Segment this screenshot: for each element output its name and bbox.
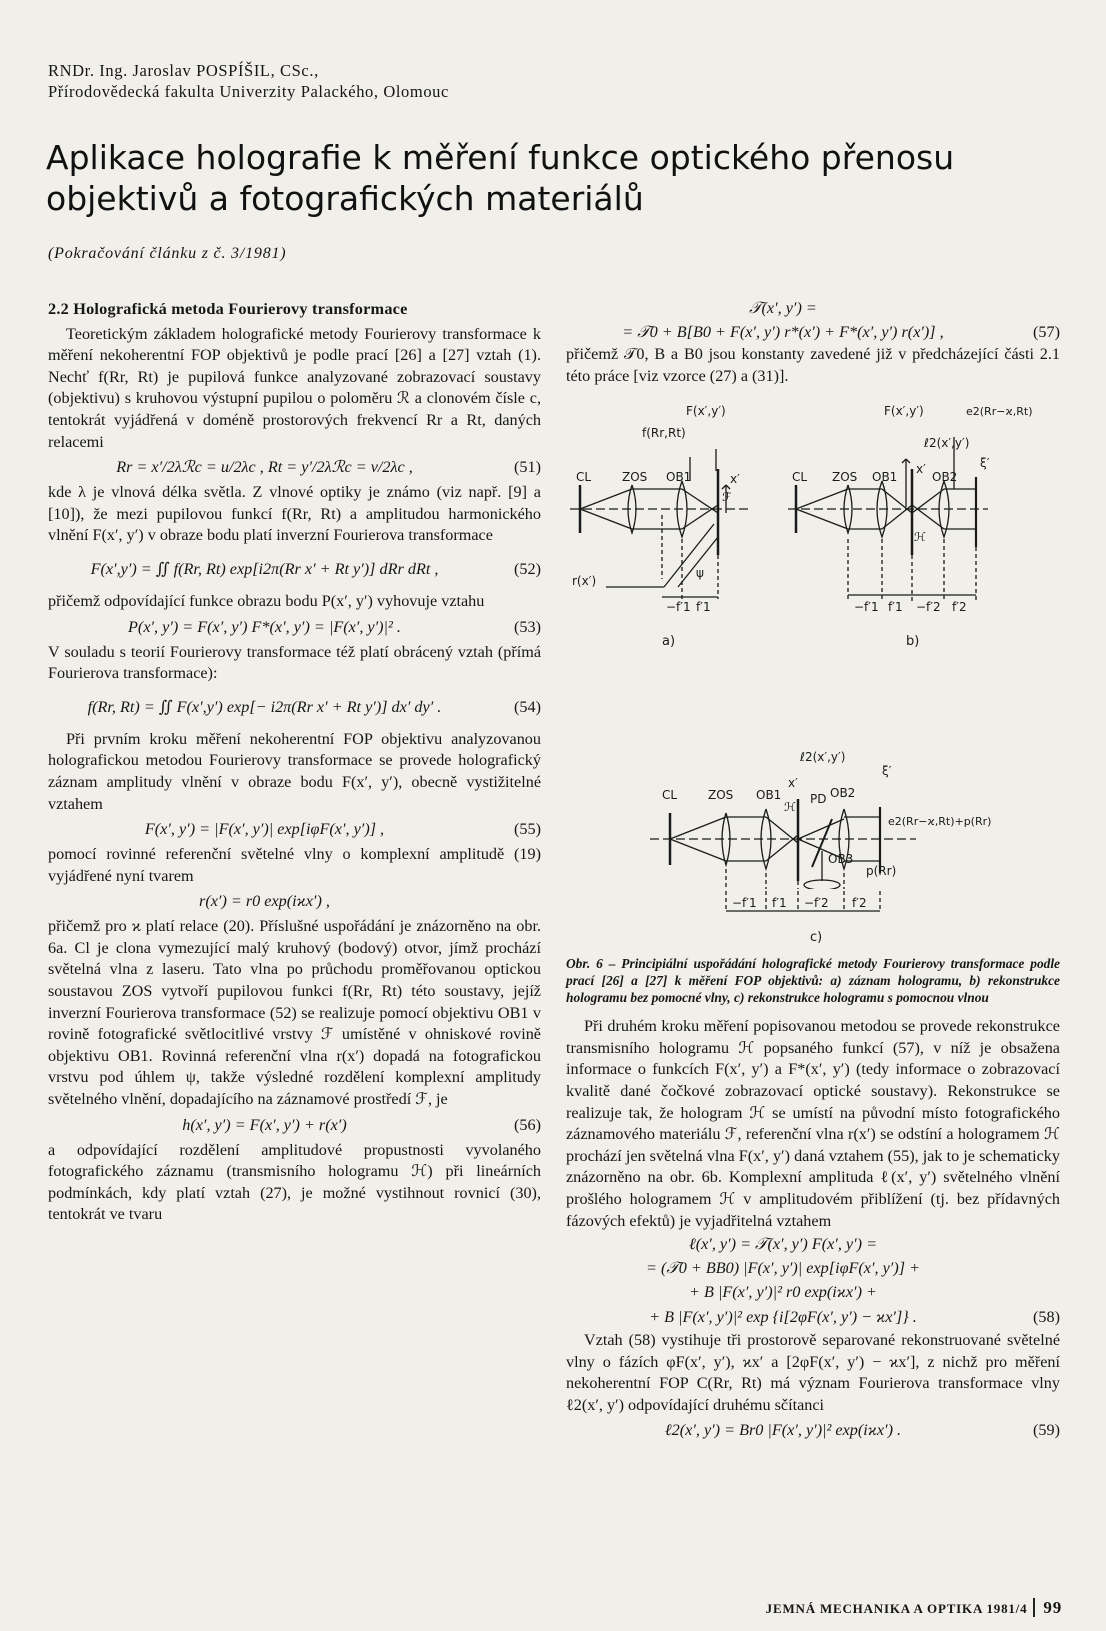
author-block xyxy=(48,60,449,102)
fig-label-FF: ℱ xyxy=(722,490,732,505)
fig-label-x: x′ xyxy=(916,462,926,477)
section-heading: 2.2 Holografická metoda Fourierovy transformace xyxy=(48,299,408,318)
equation-52: F(x′,y′) = ∬ f(Rr, Rt) exp[i2π(Rr x′ + Rt y′)] dRr dRt , (52) xyxy=(90,559,541,578)
paragraph: Teoretickým základem holografické metody Fourierovy transformace k měření nekoherentní FOP objektivů je podle prací [26] a [27] vztah (1). Nechť f(Rr, Rt) je pupilová funkce analyzované zobrazovací soustavy (objektivu) s kruhovou výstupní pupilou o poloměru ℛ a clonovém čísle c, tentokrát vyjádřená v doméně prostorových frekvencí Rr a Rt, daných relacemi xyxy=(48,324,541,451)
author-name: RNDr. Ing. Jaroslav POSPÍŠIL, CSc., xyxy=(48,61,319,80)
author-affiliation: Přírodovědecká fakulta Univerzity Palackého, Olomouc xyxy=(48,82,449,101)
equation-59: ℓ2(x′, y′) = Br0 |F(x′, y′)|² exp(iϰx′) . (59) xyxy=(664,1420,1060,1439)
fig-label-l2: ℓ2(x′,y′) xyxy=(800,750,846,765)
fig-label-minus-f2: −f′2 xyxy=(916,600,941,615)
fig-label-x: x′ xyxy=(730,472,740,487)
fig-label-r: r(x′) xyxy=(572,574,597,589)
equation-57-head: 𝒯(x′, y′) = xyxy=(749,299,817,317)
fig-label-PD: PD xyxy=(810,792,827,807)
continuation-note: (Pokračování článku z č. 3/1981) xyxy=(48,245,287,262)
fig-label-H: ℋ xyxy=(784,800,796,815)
fig-label-p: p(Rr) xyxy=(866,864,897,879)
fig-label-f2: f′2 xyxy=(852,896,867,911)
fig-label-OB2: OB2 xyxy=(932,470,958,485)
fig-label-OB2: OB2 xyxy=(830,786,856,801)
fig-label-OB1: OB1 xyxy=(666,470,692,485)
fig-label-f: f(Rr,Rt) xyxy=(642,426,686,441)
equation-51: Rr = x′/2λℛc = u/2λc , Rt = y′/2λℛc = v/2λc , (51) xyxy=(116,458,541,477)
subfigure-b: b) xyxy=(906,634,920,650)
fig-label-xi: ξ′ xyxy=(882,764,892,779)
fig-label-F: F(x′,y′) xyxy=(686,404,726,419)
panel-b-diagram xyxy=(788,437,988,601)
page-number: 99 xyxy=(1033,1598,1062,1617)
subfigure-c: c) xyxy=(810,930,823,946)
page-footer xyxy=(766,1598,1062,1618)
fig-label-minus-f1: −f′1 xyxy=(854,600,879,615)
paragraph: Při druhém kroku měření popisovanou metodou se provede rekonstrukce transmisního hologramu ℋ popsaného funkcí (57), v níž je obsažena informace o funkcích F(x′, y′) a F*(x′, y′) (tedy informace o zobrazovací kvalitě dané čočkové zobrazovací optické soustavy). Rekonstrukce se realizuje tak, že hologram ℋ se umístí na původní místo fotografického záznamového materiálu ℱ, referenční vlna r(x′) se odstíní a hologramem ℋ prochází jen světelná vlna F(x′, y′) daná vztahem (55), jak to je schematicky znázorněno na obr. 6b. Komplexní amplituda ℓ(x′, y′) světelného vlnění prošlého hologramem ℋ v amplitudovém přiblížení (tj. bez přídavných fázových efektů) je vyjadřitelná vztahem xyxy=(566,1017,1060,1230)
fig-label-OB1: OB1 xyxy=(756,788,782,803)
fig-label-CL: CL xyxy=(576,470,592,485)
fig-label-xi: ξ′ xyxy=(980,456,990,471)
article-title: Aplikace holografie k měření funkce optického přenosu objektivů a fotografických materiálů xyxy=(46,138,955,218)
paragraph: pomocí rovinné referenční světelné vlny o komplexní amplitudě (19) vyjádřené nyní tvarem xyxy=(48,845,541,885)
equation-56: h(x′, y′) = F(x′, y′) + r(x′) (56) xyxy=(182,1115,541,1134)
fig-label-OB1: OB1 xyxy=(872,470,898,485)
panel-c-footer xyxy=(566,891,1060,953)
fig-label-f2: f′2 xyxy=(952,600,967,615)
paragraph: Při prvním kroku měření nekoherentní FOP objektivu analyzovanou holografickou metodou Fourierovy transformace se provede holografický záznam amplitudy vlnění v obraze bodu F(x′, y′), obecně vystižitelné vztahem xyxy=(48,729,541,813)
fig-label-ZOS: ZOS xyxy=(708,788,734,803)
fig-label-F: F(x′,y′) xyxy=(884,404,924,419)
fig-label-l2: ℓ2(x′,y′) xyxy=(924,436,970,451)
fig-label-x: x′ xyxy=(788,776,798,791)
paragraph: přičemž 𝒯0, B a B0 jsou konstanty zavedené již v předcházející části 2.1 této práce [viz vzorce (27) a (31)]. xyxy=(566,345,1060,385)
fig-label-psi: ψ xyxy=(696,566,704,581)
fig-label-minus-f2: −f′2 xyxy=(804,896,829,911)
fig-label-ZOS: ZOS xyxy=(622,470,648,485)
journal-name: JEMNÁ MECHANIKA A OPTIKA 1981/4 xyxy=(765,1601,1028,1616)
fig-label-f1: f′1 xyxy=(772,896,787,911)
paragraph: přičemž pro ϰ platí relace (20). Příslušné uspořádání je znázorněno na obr. 6a. Cl je clona vymezující malý kruhový (bodový) otvor, jímž prochází světelná vlna z laseru. Tato vlna po průchodu proměřovanou optickou soustavou ZOS vytvoří pupilovou funkci f(Rr, Rt) této soustavy, jejíž inverzní Fourierova transformace (52) se realizuje pomocí objektivu OB1 v rovině fotografické světlocitlivé vrstvy ℱ umístěné v ohniskové rovině objektivu OB1. Rovinná referenční vlna r(x′) dopadá na fotografickou vrstvu pod úhlem ψ, takže výsledné rozdělení komplexní amplitudy světelného vlnění, dopadajícího na záznamové prostředí ℱ, je xyxy=(48,917,541,1109)
paragraph: V souladu s teorií Fourierovy transformace též platí obrácený vztah (přímá Fourierova transformace): xyxy=(48,642,541,683)
fig-label-H: ℋ xyxy=(914,530,926,545)
left-column xyxy=(48,298,541,1226)
equation-55: F(x′, y′) = |F(x′, y′)| exp[iφF(x′, y′)] , (55) xyxy=(144,820,541,839)
equation-58a: ℓ(x′, y′) = 𝒯(x′, y′) F(x′, y′) = xyxy=(688,1235,878,1254)
subfigure-a: a) xyxy=(662,634,676,650)
equation-54: f(Rr, Rt) = ∬ F(x′,y′) exp[− i2π(Rr x′ + Rt y′)] dx′ dy′ . (54) xyxy=(87,697,541,716)
fig-label-minus-f1: −f′1 xyxy=(732,896,757,911)
panel-a-diagram xyxy=(570,449,748,599)
fig-label-CL: CL xyxy=(792,470,808,485)
fig-label-f1: f′1 xyxy=(888,600,903,615)
paragraph: přičemž odpovídající funkce obrazu bodu P(x′, y′) vyhovuje vztahu xyxy=(48,591,485,610)
fig-label-f1: f′1 xyxy=(696,600,711,615)
equation-58c: + B |F(x′, y′)|² r0 exp(iϰx′) + xyxy=(689,1283,877,1302)
fig-label-e2: e2(Rr−ϰ,Rt) xyxy=(966,405,1033,419)
equation-58d: + B |F(x′, y′)|² exp {i[2φF(x′, y′) − ϰx′]} . (58) xyxy=(649,1308,1060,1327)
paragraph: kde λ je vlnová délka světla. Z vlnové optiky je známo (viz např. [9] a [10]), že mezi pupilovou funkcí f(Rr, Rt) a amplitudou harmonického vlnění F(x′, y′) v obraze bodu platí inverzní Fourierova transformace xyxy=(48,483,541,545)
figure-caption: Obr. 6 – Principiální uspořádání holografické metody Fourierovy transformace podle prací [26] a [27] k měření FOP objektivů: a) záznam hologramu, b) rekonstrukce hologramu bez pomocné vlny, c) rekonstrukce hologramu s pomocnou vlnou xyxy=(566,956,1060,1006)
fig-label-e2p: e2(Rr−ϰ,Rt)+p(Rr) xyxy=(888,815,992,829)
paragraph: Vztah (58) vystihuje tři prostorově separované rekonstruované světelné vlny o fázích φF(x′, y′), ϰx′ a [2φF(x′, y′) − ϰx′], z nichž pro měření nekoherentní FOP C(Rr, Rt) má význam Fourierova transformace vlny ℓ2(x′, y′) odpovídající druhému sčítanci xyxy=(566,1331,1060,1414)
equation-57: = 𝒯0 + B[B0 + F(x′, y′) r*(x′) + F*(x′, y′) r(x′)] , (57) xyxy=(622,323,1060,341)
fig-label-minus-f1: −f′1 xyxy=(666,600,691,615)
equation-53: P(x′, y′) = F(x′, y′) F*(x′, y′) = |F(x′, y′)|² . (53) xyxy=(128,617,541,636)
panel-c-dimensions xyxy=(726,869,844,889)
fig-label-CL: CL xyxy=(662,788,678,803)
paragraph: a odpovídající rozdělení amplitudové propustnosti vyvolaného fotografického záznamu (transmisního hologramu ℋ) při lineárních podmínkách, kdy platí vztah (27), je možné vystihnout rovnicí (30), tentokrát ve tvaru xyxy=(48,1140,541,1224)
right-column xyxy=(566,296,1060,1443)
equation-r: r(x′) = r0 exp(iϰx′) , xyxy=(199,892,330,911)
figure-6 xyxy=(566,389,1060,889)
fig-label-ZOS: ZOS xyxy=(832,470,858,485)
equation-58b: = (𝒯0 + BB0) |F(x′, y′)| exp[iφF(x′, y′)] + xyxy=(645,1259,921,1278)
fig-label-OB3: OB3 xyxy=(828,852,854,867)
